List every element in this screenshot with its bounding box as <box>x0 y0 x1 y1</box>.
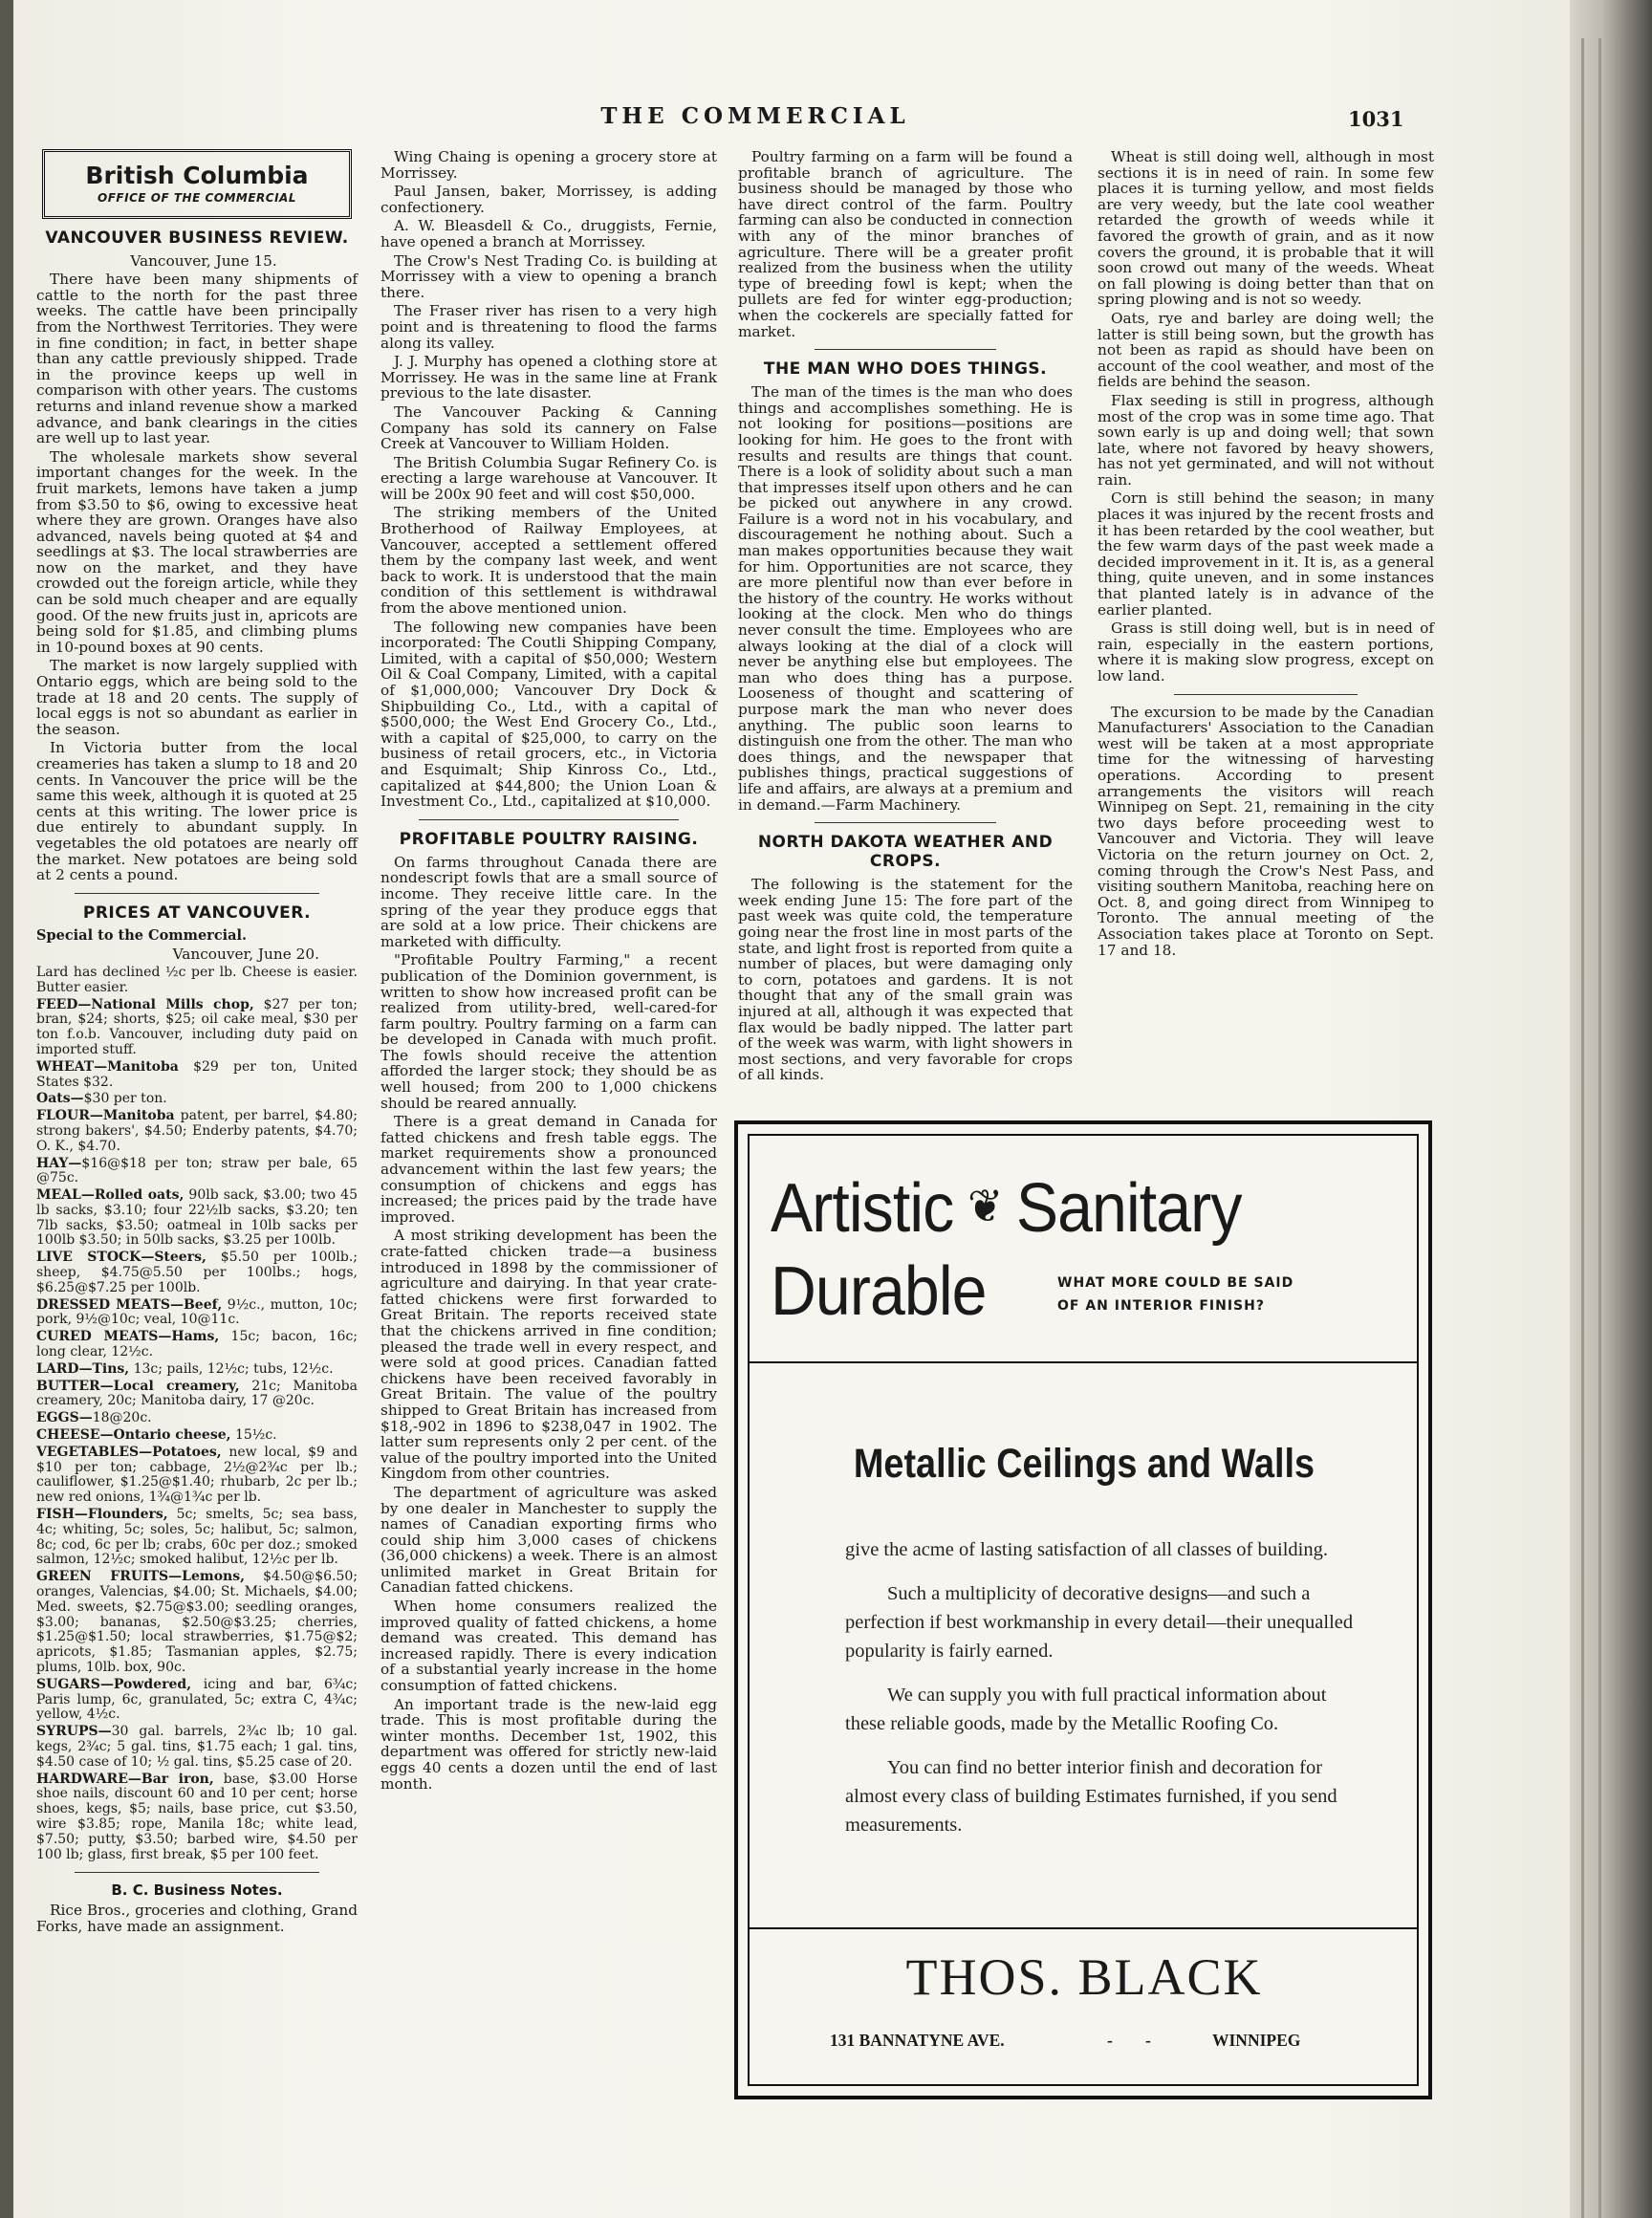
leaf-icon: ❦ <box>967 1182 1003 1232</box>
book-page-edges <box>1570 0 1652 2218</box>
vancouver-review-paragraph: There have been many shipments of cattle to the north for the past three weeks. The cattle have been principally from the Northwest Territories. They were in fine condition; in fact, in better shape than any cattle previously shipped. Trade in the province keeps up well in comparison with other years. The customs returns and inland revenue show a marked advance, and bank clearings in the cities are well up to last year. <box>36 271 358 447</box>
ad-dash: - <box>1107 2031 1113 2050</box>
ad-durable-line <box>771 1250 1440 1337</box>
divider <box>815 822 996 823</box>
ad-body-paragraph: give the acme of lasting satisfaction of all classes of building. <box>845 1539 1328 1560</box>
divider <box>75 893 319 894</box>
ad-body-paragraph: You can find no better interior finish and decoration for almost every class of building Estimates furnished, if you send measurements. <box>845 1757 1337 1836</box>
vancouver-review-paragraph: The market is now largely supplied with Ontario eggs, which are being sold to the trade at 18 and 20 cents. The supply of local eggs is not so abundant as earlier in the season. <box>36 657 358 738</box>
nd-weather-paragraph: Grass is still doing well, but is in need of rain, especially in the eastern portions, where it is making slow progress, except on low land. <box>1098 620 1434 685</box>
divider <box>419 819 679 820</box>
vancouver-review-dateline: Vancouver, June 15. <box>130 251 277 270</box>
divider <box>75 1872 319 1873</box>
column-3 <box>738 149 1073 1086</box>
price-item: GREEN FRUITS—Lemons, $4.50@$6.50; oranges, Valencias, $4.00; St. Michaels, $4.00; Med. sweets, $2.75@$3.00; seedling oranges, $3.00; bananas, $2.50@$3.25; cherries, $1.25@$1.50; local strawberries, $1.75@$2; apricots, $1.85; Tasmanian apples, $2.75; plums, 10lb. box, 90c. <box>36 1569 358 1675</box>
price-item: LIVE STOCK—Steers, $5.50 per 100lb.; sheep, $4.75@5.50 per 100lbs.; hogs, $6.25@$7.25 per 100lb. <box>36 1250 358 1295</box>
bc-note: Wing Chaing is opening a grocery store at Morrissey. <box>380 148 717 182</box>
ad-divider <box>750 1361 1417 1363</box>
price-item: SYRUPS—30 gal. barrels, 2¾c lb; 10 gal. kegs, 2¾c; 5 gal. tins, $1.75 each; 1 gal. tins, $4.50 case of 10; ½ gal. tins, $5.25 case of 20. <box>36 1724 358 1770</box>
page-number: 1031 <box>1348 107 1404 131</box>
price-item: HARDWARE—Bar iron, base, $3.00 Horse shoe nails, discount 60 and 10 per cent; horse shoes, kegs, $5; nails, base price, cut $3.50, wire $3.85; rope, Manila 18c; white lead, $7.50; putty, $3.50; barbed wire, $4.50 per 100 lb; glass, first break, $5 per 100 feet. <box>36 1771 358 1862</box>
price-item: SUGARS—Powdered, icing and bar, 6¾c; Paris lump, 6c, granulated, 5c; extra C, 4¾c; yellow, 4½c. <box>36 1676 358 1723</box>
price-item: EGGS—18@20c. <box>36 1410 152 1426</box>
poultry-paragraph: A most striking development has been the crate-fatted chicken trade—a business introduced in 1898 by the commissioner of agriculture and dairying. In that year crate-fatted chickens were first forwarded to Great Britain. The reports received state that the chickens arrived in fine condition; pleased the trade well in every respect, and were sold at good prices. Canadian fatted chickens have been received favorably in Great Britain. The value of the poultry shipped to Great Britain has increased from $18,-902 in 1896 to $238,047 in 1902. The latter sum represents only 2 per cent. of the value of the poultry imported into the United Kingdom from other countries. <box>380 1227 717 1483</box>
poultry-paragraph: An important trade is the new-laid egg trade. This is most profitable during the winter months. December 1st, 1902, this department was offered for strictly new-laid eggs 40 cents a dozen until the end of last month. <box>380 1695 717 1793</box>
man-things-paragraph: The man of the times is the man who does things and accomplishes something. He is not looking for positions—positions are looking for him. He goes to the front with results and results are things that count. There is a look of solidity about such a man that impresses itself upon others and he can be picked out anywhere in any crowd. Failure is a word not in his vocabulary, and discouragement he nothing about. Such a man makes opportunities because they wait for him. Opportunities are not scarce, they are more plentiful now than ever before in the history of the country. He works without looking at the clock. Men who do things never consult the time. Employees who are always looking at the dial of a clock will never be anything else but employees. The man who does thing has a purpose. Looseness of thought and scattering of purpose mark the man who never does anything. The public soon learns to distinguish one from the other. The man who does things, and the newspaper that publishes things, practical suggestions of life and affairs, are always at a premium and in demand.—Farm Machinery. <box>738 383 1073 814</box>
bc-note: Rice Bros., groceries and clothing, Grand Forks, have made an assignment. <box>36 1901 358 1935</box>
bc-note: A. W. Bleasdell & Co., druggists, Fernie, have opened a branch at Morrissey. <box>380 217 717 250</box>
price-item: LARD—Tins, 13c; pails, 12½c; tubs, 12½c. <box>36 1360 334 1377</box>
divider <box>815 349 996 350</box>
excursion-paragraph: The excursion to be made by the Canadian Manufacturers' Association to the Canadian west will be taken at a most appropriate time for the witnessing of harvesting operations. According to present arrangements the visitors will reach Winnipeg on Sept. 21, remaining in the city two days before proceeding west to Vancouver and Victoria. They will leave Victoria on the return journey on Oct. 2, coming through the Crow's Nest Pass, and visiting southern Manitoba, reaching here on Oct. 8, and going direct from Winnipeg to Toronto. The annual meeting of the Association takes place at Toronto on Sept. 17 and 18. <box>1098 703 1434 959</box>
bc-notes-heading: B. C. Business Notes. <box>111 1881 283 1900</box>
nd-weather-paragraph: Oats, rye and barley are doing well; the latter is still being sown, but the growth has not been as rapid as should have been on account of the cool weather, and most of the fields are behind the season. <box>1098 309 1434 391</box>
bc-note: J. J. Murphy has opened a clothing store at Morrissey. He was in the same line at Frank previous to the late disaster. <box>380 353 717 402</box>
nd-weather-heading: NORTH DAKOTA WEATHER AND CROPS. <box>757 833 1054 872</box>
price-item: MEAL—Rolled oats, 90lb sack, $3.00; two 45 lb sacks, $3.10; four 22½lb sacks, $3.20; ten 7lb sacks, $3.50; oatmeal in 10lb sacks per 100lb $3.50; in 50lb sacks, $3.25 per 100lb. <box>36 1187 358 1249</box>
prices-heading: PRICES AT VANCOUVER. <box>82 902 312 923</box>
ad-headline <box>771 1166 1351 1250</box>
ad-word-artistic: Artistic <box>771 1170 954 1247</box>
nd-weather-paragraph: Corn is still behind the season; in many places it was injured by the recent frosts and it has been retarded by the cool weather, but the few warm days of the past week made a decided improvement in it. It is, as a general thing, quite uneven, and in some instances that planted lately is in advance of the earlier planted. <box>1098 489 1434 619</box>
price-item: DRESSED MEATS—Beef, 9½c., mutton, 10c; pork, 9½@10c; veal, 10@11c. <box>36 1296 358 1328</box>
price-item: Oats—$30 per ton. <box>36 1091 167 1107</box>
poultry-heading: PROFITABLE POULTRY RAISING. <box>399 829 699 849</box>
prices-special: Special to the Commercial. <box>36 926 248 944</box>
ad-merchant-name: THOS. BLACK <box>905 1948 1263 2006</box>
ad-body-paragraph: We can supply you with full practical information about these reliable goods, made by the Metallic Roofing Co. <box>845 1685 1327 1734</box>
prices-dateline: Vancouver, June 20. <box>172 946 319 964</box>
ad-dash: - <box>1145 2031 1151 2050</box>
adjacent-page-edge <box>0 0 13 2218</box>
bc-box-title: British Columbia <box>85 162 309 189</box>
column-4 <box>1098 149 1434 961</box>
ad-word-sanitary: Sanitary <box>1015 1170 1242 1247</box>
ad-product-title: Metallic Ceilings and Walls <box>853 1441 1315 1487</box>
bc-box-subtitle: OFFICE OF THE COMMERCIAL <box>98 191 296 205</box>
bc-note: The following new companies have been incorporated: The Coutli Shipping Company, Limited, with a capital of $50,000; Western Oil & Coal Company, Limited, with a capital of $1,000,000; Vancouver Dry Dock & Shipbuilding Co., Ltd., with a capital of $500,000; the West End Grocery Co., Ltd., with a capital of $25,000, to carry on the business of retail grocers, etc., in Victoria and Esquimalt; Ship Kinross Co., Ltd., capitalized at $44,800; the Union Loan & Investment Co., Ltd., capitalized at $10,000. <box>380 618 717 811</box>
price-item: FISH—Flounders, 5c; smelts, 5c; sea bass, 4c; whiting, 5c; soles, 5c; halibut, 5c; salmon, 8c; cod, 6c per lb; crabs, 60c per doz.; smoked salmon, 12½c; smoked halibut, 12½c per lb. <box>36 1507 358 1568</box>
ad-tagline-line: OF AN INTERIOR FINISH? <box>1057 1298 1265 1314</box>
vancouver-review-paragraph: In Victoria butter from the local creameries has taken a slump to 18 and 20 cents. In Vancouver the price will be the same this week, although it is quoted at 25 cents at this writing. The lower price is due entirely to abundant supply. In vegetables the old potatoes are nearly off the market. New potatoes are being sold at 2 cents a pound. <box>36 739 358 884</box>
nd-weather-paragraph: Flax seeding is still in progress, although most of the crop was in some time ago. That sown early is up and doing well; that sown late, where not favored by heavy showers, has not yet germinated, and will not without rain. <box>1098 391 1434 489</box>
vancouver-review-paragraph: The wholesale markets show several important changes for the week. In the fruit markets, lemons have taken a jump from $3.50 to $6, owing to excessive heat where they are grown. Oranges have also advanced, navels being quoted at $4 and seedlings at $3. The local strawberries are now on the market, and they have crowded out the foreign article, while they can be sold much cheaper and are equally good. Of the new fruits just in, apricots are being sold for $1.85, and climbing plums in 10-pound boxes at 90 cents. <box>36 447 358 656</box>
poultry-paragraph: On farms throughout Canada there are nondescript fowls that are a small source of income. They receive little care. In the spring of the year they produce eggs that are sold at a low price. Their chickens are marketed with difficulty. <box>380 853 717 950</box>
poultry-paragraph: There is a great demand in Canada for fatted chickens and fresh table eggs. The market requirements show a pronounced advancement within the last few years; the consumption of chickens and eggs has increased; the prices paid by the trade have improved. <box>380 1113 717 1226</box>
ad-city: WINNIPEG <box>1212 2031 1301 2050</box>
running-title: THE COMMERCIAL <box>600 103 910 129</box>
price-list <box>36 966 358 1862</box>
column-1 <box>36 149 358 1937</box>
price-item: BUTTER—Local creamery, 21c; Manitoba creamery, 20c; Manitoba dairy, 17 @20c. <box>36 1378 358 1409</box>
column-2 <box>380 149 717 1794</box>
price-item: VEGETABLES—Potatoes, new local, $9 and $10 per ton; cabbage, 2½@2¾c per lb.; cauliflower, $1.25@$1.40; rhubarb, 2c per lb.; new red onions, 1¾@1¾c per lb. <box>36 1444 358 1506</box>
price-item: Lard has declined ½c per lb. Cheese is easier. Butter easier. <box>36 964 358 995</box>
vancouver-review-heading: VANCOUVER BUSINESS REVIEW. <box>45 228 349 248</box>
poultry-paragraph: Poultry farming on a farm will be found a profitable branch of agriculture. The business should be managed by those who have direct control of the farm. Poultry farming can also be conducted in connection with any of the minor branches of agriculture. There will be a greater profit realized from the business when the utility type of breeding fowl is kept; when the pullets are fed for winter egg-production; when the cockerels are specially fatted for market. <box>738 148 1073 340</box>
price-item: FEED—National Mills chop, $27 per ton; bran, $24; shorts, $25; oil cake meal, $30 per ton f.o.b. Vancouver, including duty paid on imported stuff. <box>36 996 358 1057</box>
bc-note: The striking members of the United Brotherhood of Railway Employees, at Vancouver, accepted a settlement offered them by the company last week, and went back to work. It is understood that the main condition of this settlement is withdrawal from the above mentioned union. <box>380 504 717 618</box>
ad-tagline <box>1057 1272 1325 1317</box>
nd-weather-paragraph: Wheat is still doing well, although in most sections it is in need of rain. In some few places it is turning yellow, and most fields are very weedy, but the late cool weather retarded the growth of weeds while it favored the growth of grain, and as it now covers the ground, it is probable that it will soon crowd out many of the weeds. Wheat on fall plowing is doing better than that on spring plowing and is not so weedy. <box>1098 148 1434 309</box>
ad-street: 131 BANNATYNE AVE. <box>830 2031 1005 2050</box>
bc-office-box <box>42 149 352 219</box>
ad-body <box>845 1535 1361 1855</box>
page-header <box>0 103 1568 141</box>
poultry-paragraph: When home consumers realized the improved quality of fatted chickens, a home demand was created. This demand has increased rapidly. There is every indication of a substantial yearly increase in the home consumption of fatted chickens. <box>380 1598 717 1695</box>
price-item: WHEAT—Manitoba $29 per ton, United States $32. <box>36 1058 358 1090</box>
ad-divider <box>750 1927 1417 1929</box>
nd-weather-paragraph: The following is the statement for the week ending June 15: The fore part of the past week was quite cold, the temperature going near the frost line in most parts of the state, and light frost is reported from quite a number of places, but were damaging only to corn, potatoes and gardens. It is not thought that any of the small grain was injured at all, although it was expected that flax would be badly nipped. The latter part of the week was warm, with light showers in most sections, and very favorable for crops of all kinds. <box>738 876 1073 1084</box>
advertisement-inner-border <box>748 1134 1419 2086</box>
price-item: HAY—$16@$18 per ton; straw per bale, 65 @75c. <box>36 1155 358 1186</box>
man-things-heading: THE MAN WHO DOES THINGS. <box>763 359 1048 380</box>
bc-note: The Fraser river has risen to a very high point and is threatening to flood the farms along its valley. <box>380 302 717 352</box>
bc-note: The Vancouver Packing & Canning Company has sold its cannery on False Creek at Vancouver to William Holden. <box>380 402 717 453</box>
bc-note: Paul Jansen, baker, Morrissey, is adding confectionery. <box>380 183 717 216</box>
price-item: FLOUR—Manitoba patent, per barrel, $4.80; strong bakers', $4.50; Enderby patents, $4.70; O. K., $4.70. <box>36 1108 358 1154</box>
poultry-paragraph: "Profitable Poultry Farming," a recent publication of the Dominion government, is written to show how increased profit can be realized from utility-bred, well-cared-for farm poultry. Poultry farming on a farm can be developed in Canada with much profit. The fowls should receive the attention afforded the larger stock; they should be as well housed; from 200 to 1,000 chickens should be reared annually. <box>380 951 717 1112</box>
advertisement-metallic-ceilings <box>734 1120 1432 2099</box>
ad-body-paragraph: Such a multiplicity of decorative designs—and such a perfection if best workmanship in every detail—their unequalled popularity is fairly earned. <box>845 1583 1354 1662</box>
ad-tagline-line: WHAT MORE COULD BE SAID <box>1057 1275 1294 1291</box>
poultry-paragraph: The department of agriculture was asked by one dealer in Manchester to supply the names of Canadian exporting firms who could ship him 3,000 cases of chickens (36,000 chickens) a week. There is an almost unlimited market in Great Britain for Canadian fatted chickens. <box>380 1483 717 1597</box>
bc-note: The Crow's Nest Trading Co. is building at Morrissey with a view to opening a branch there. <box>380 251 717 301</box>
ad-word-durable: Durable <box>771 1253 987 1330</box>
bc-note: The British Columbia Sugar Refinery Co. is erecting a large warehouse at Vancouver. It will be 200x 90 feet and will cost $50,000. <box>380 453 717 503</box>
divider <box>1174 694 1358 695</box>
price-item: CURED MEATS—Hams, 15c; bacon, 16c; long clear, 12½c. <box>36 1329 358 1360</box>
price-item: CHEESE—Ontario cheese, 15½c. <box>36 1427 277 1444</box>
